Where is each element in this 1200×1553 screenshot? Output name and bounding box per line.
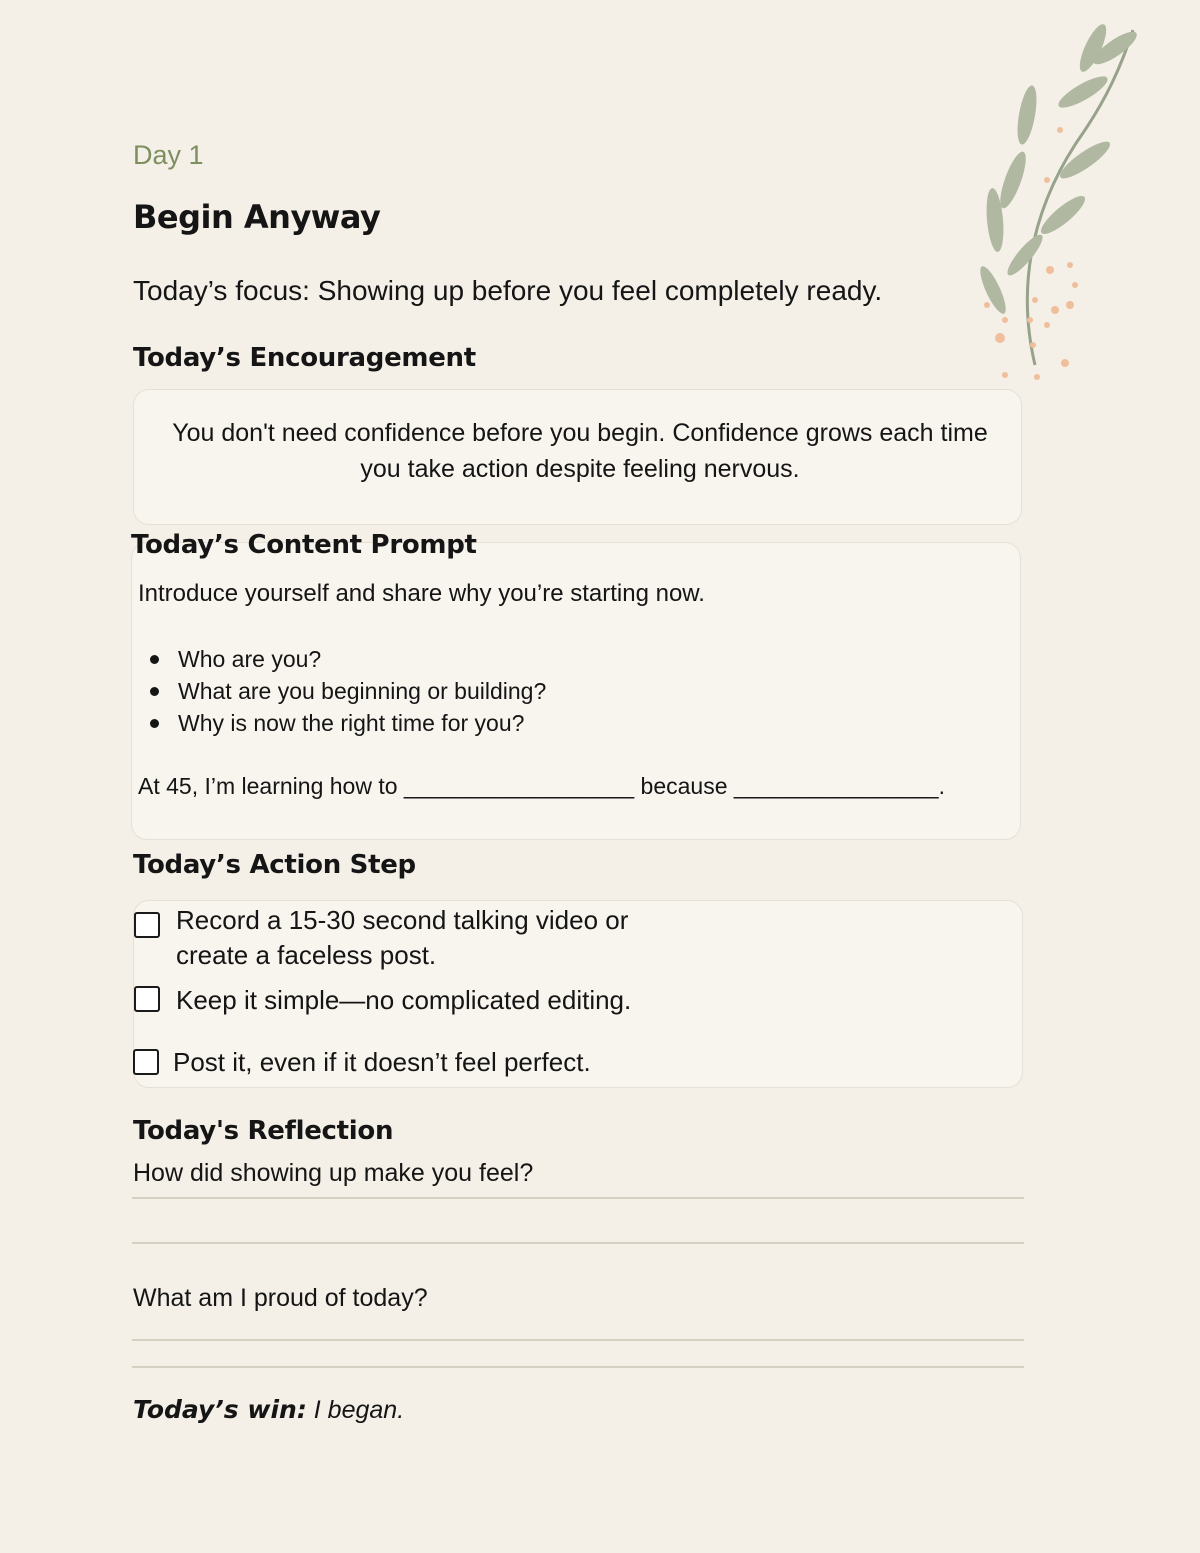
bullet-icon: [150, 655, 159, 664]
encouragement-text: You don't need confidence before you begin. Confidence grows each time you take action despite feeling nervous.: [172, 419, 988, 483]
action-item-2: Keep it simple—no complicated editing.: [176, 985, 632, 1015]
action-item-3: Post it, even if it doesn’t feel perfect.: [173, 1047, 591, 1077]
page-title: Begin Anyway: [133, 198, 381, 236]
bullet-icon: [150, 687, 159, 696]
action-checkbox-1[interactable]: [134, 912, 160, 938]
bullet-icon: [150, 719, 159, 728]
leaf-sprig-decoration-icon: [975, 20, 1145, 390]
content-prompt-heading: Today’s Content Prompt: [131, 530, 477, 560]
action-checkbox-2[interactable]: [134, 986, 160, 1012]
fill-in-sentence: At 45, I’m learning how to __________________ because ________________.: [138, 773, 945, 799]
action-item-1: Record a 15-30 second talking video or create a faceless post.: [176, 905, 629, 970]
action-checkbox-3[interactable]: [133, 1049, 159, 1075]
list-item: Why is now the right time for you?: [138, 707, 546, 739]
win-text: I began.: [306, 1396, 405, 1424]
win-label: Today’s win:: [133, 1395, 307, 1424]
list-item: Who are you?: [138, 643, 546, 675]
answer-line[interactable]: [132, 1339, 1024, 1341]
focus-statement: Today’s focus: Showing up before you feel completely ready.: [133, 275, 883, 306]
content-prompt-bullets: [138, 643, 546, 739]
answer-line[interactable]: [132, 1197, 1024, 1199]
day-label: Day 1: [133, 140, 204, 170]
reflection-question-2: What am I proud of today?: [133, 1284, 428, 1312]
action-step-heading: Today’s Action Step: [133, 850, 416, 880]
reflection-heading: Today's Reflection: [133, 1116, 394, 1146]
content-prompt-intro: Introduce yourself and share why you’re starting now.: [138, 580, 705, 607]
answer-line[interactable]: [132, 1366, 1024, 1368]
reflection-question-1: How did showing up make you feel?: [133, 1159, 534, 1187]
answer-line[interactable]: [132, 1242, 1024, 1244]
list-item: What are you beginning or building?: [138, 675, 546, 707]
encouragement-heading: Today’s Encouragement: [133, 343, 476, 373]
todays-win: [133, 1395, 404, 1425]
